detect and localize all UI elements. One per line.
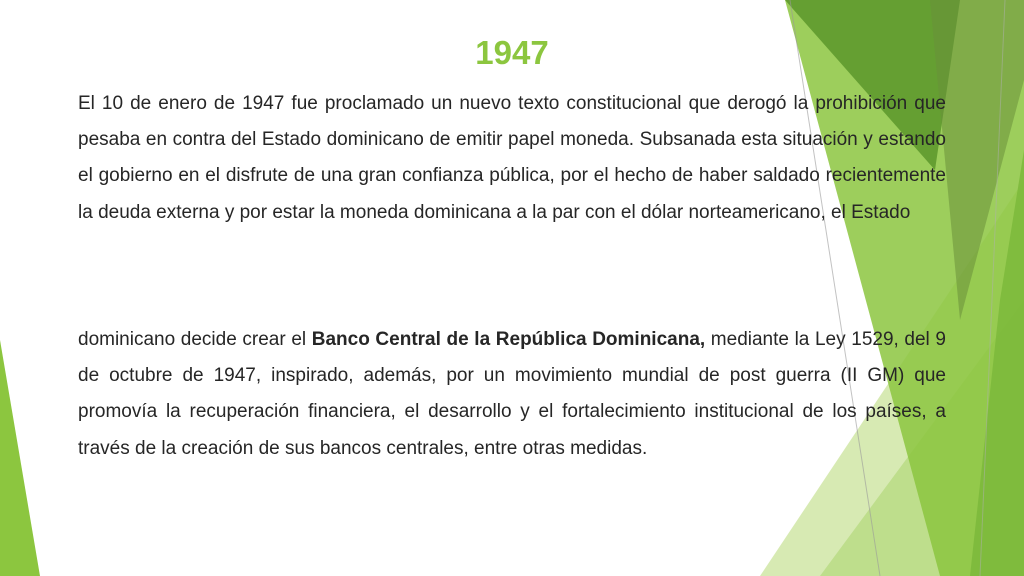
paragraph-2-text-after: mediante la Ley 1529, del 9 de octubre de 1947, inspirado, además, por un movimiento mundial de post guerra (II GM) que promovía la recuperación financiera, el desarrollo y el fortalecimiento institucional de los países, a través de la creación de sus bancos centrales, entre otras medidas. bbox=[78, 329, 946, 459]
left-green-sliver bbox=[0, 340, 40, 576]
paragraph-2-bold-bank-name: Banco Central de la República Dominicana, bbox=[311, 329, 706, 350]
paragraph-1: El 10 de enero de 1947 fue proclamado un nuevo texto constitucional que derogó la prohibición que pesaba en contra del Estado dominicano de emitir papel moneda. Subsanada esta situación y estando el gobierno en el disfrute de una gran confianza pública, por el hecho de haber saldado recientemente la deuda externa y por estar la moneda dominicana a la par con el dólar norteamericano, el Estado bbox=[78, 93, 946, 223]
paragraph-2 bbox=[78, 322, 946, 467]
slide-title: 1947 bbox=[475, 34, 549, 71]
paragraph-2-text-before: dominicano decide crear el bbox=[78, 329, 312, 350]
